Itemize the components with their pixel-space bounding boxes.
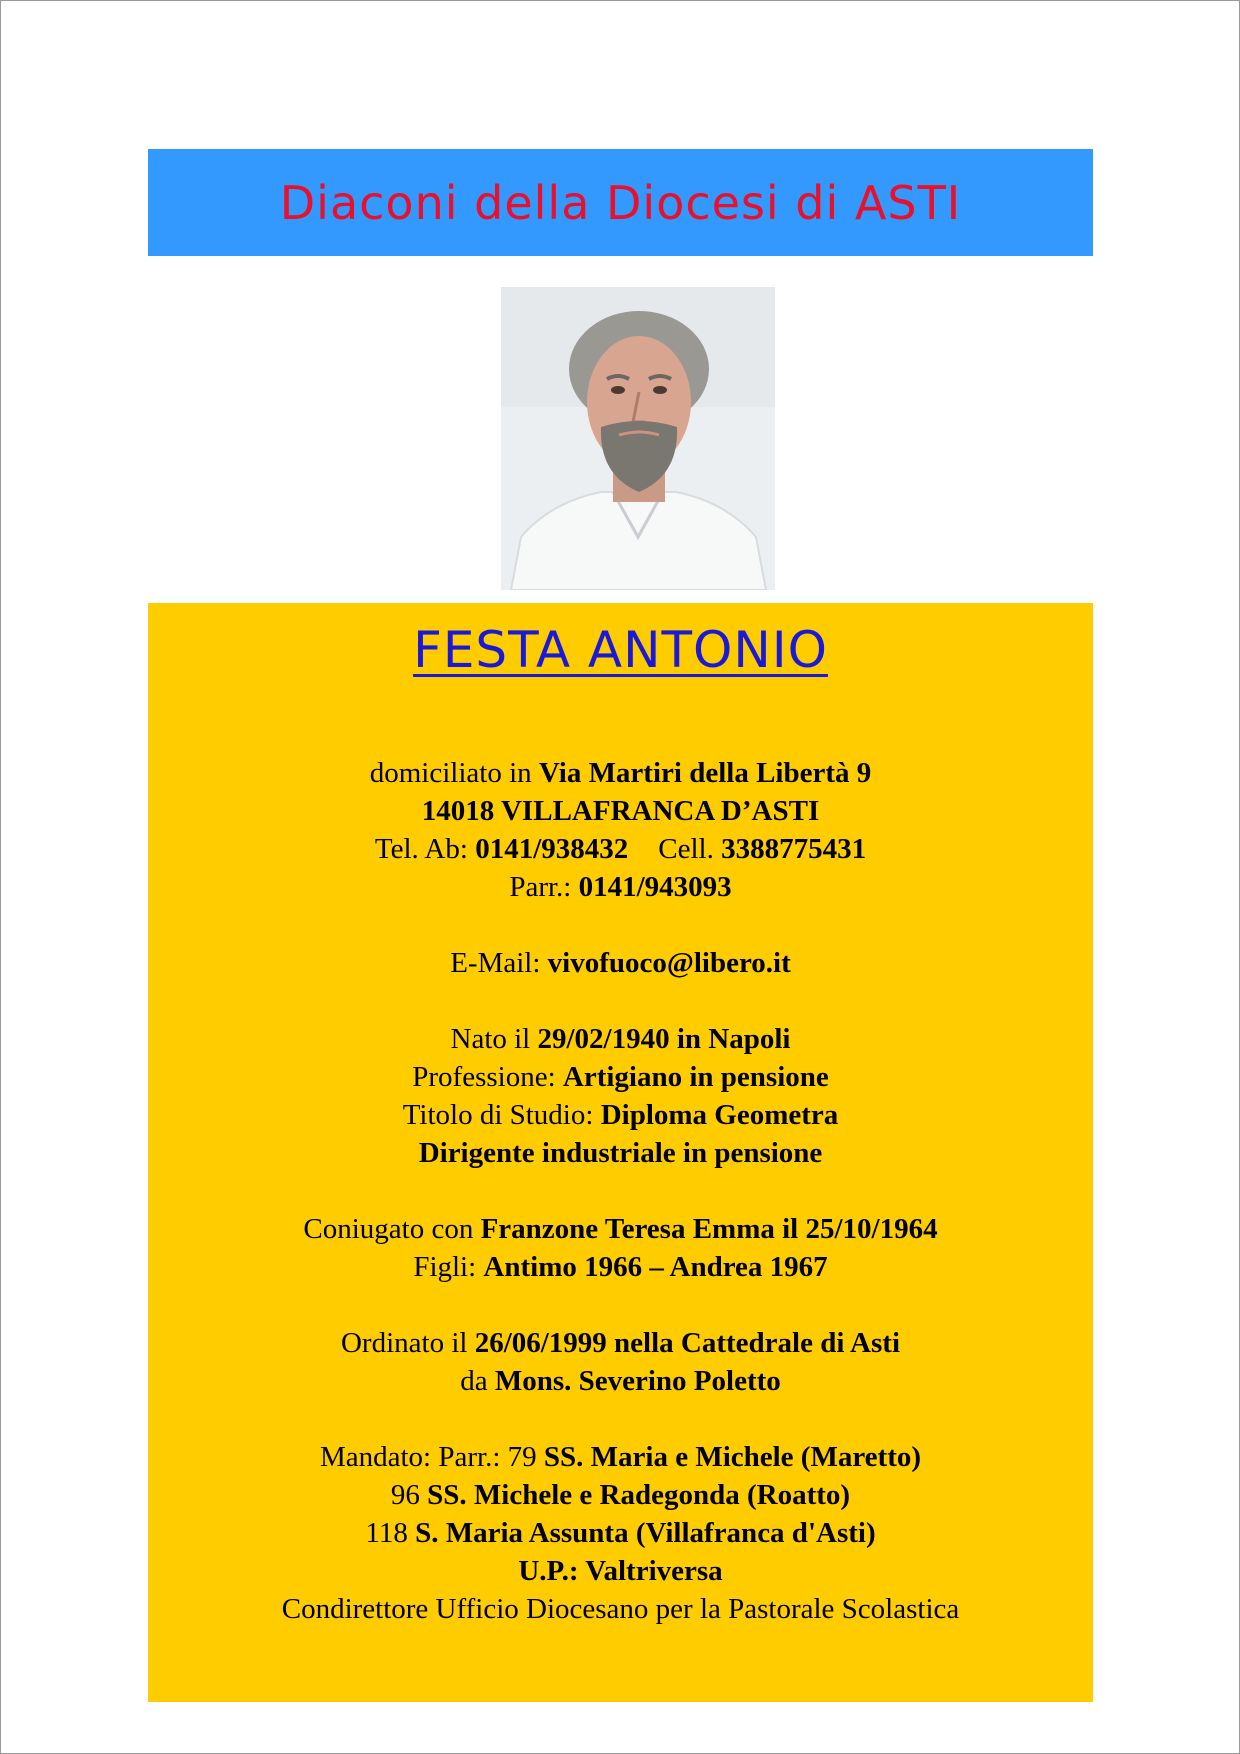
profession-value: Artigiano in pensione: [562, 1061, 829, 1093]
email-label: E-Mail:: [450, 947, 548, 979]
address-line: [148, 755, 1093, 791]
study-label: Titolo di Studio:: [402, 1099, 601, 1131]
page-title: Diaconi della Diocesi di ASTI: [279, 175, 962, 230]
profession-line: [148, 1059, 1093, 1095]
address-street: Via Martiri della Libertà 9: [538, 757, 872, 789]
phone-line: [148, 831, 1093, 867]
birth-label: Nato il: [450, 1023, 538, 1055]
mandate-label: Mandato: Parr.: 79: [319, 1441, 544, 1473]
cell-phone: 3388775431: [721, 833, 867, 865]
address-city: 14018 VILLAFRANCA D’ASTI: [421, 795, 820, 827]
address-label: domiciliato in: [369, 757, 539, 789]
mandate-parish-2-number: 96: [390, 1479, 428, 1511]
birth-line: [148, 1021, 1093, 1057]
home-phone-label: Tel. Ab:: [374, 833, 476, 865]
ordination-line: [148, 1325, 1093, 1361]
profession-label: Professione:: [412, 1061, 563, 1093]
diocesan-role: Condirettore Ufficio Diocesano per la Pastorale Scolastica: [281, 1593, 960, 1625]
study-extra: Dirigente industriale in pensione: [418, 1137, 823, 1169]
parish-phone-label: Parr.:: [509, 871, 579, 903]
children-label: Figli:: [413, 1251, 484, 1283]
pastoral-unit: U.P.: Valtriversa: [518, 1555, 723, 1587]
mandate-parish-3-number: 118: [365, 1517, 416, 1549]
parish-phone: 0141/943093: [578, 871, 732, 903]
ordination-by-label: da: [460, 1365, 495, 1397]
birth-value: 29/02/1940 in Napoli: [537, 1023, 791, 1055]
mandate-line-3: [148, 1515, 1093, 1551]
person-name: FESTA ANTONIO: [413, 621, 828, 679]
home-phone: 0141/938432: [475, 833, 629, 865]
mandate-line-2: [148, 1477, 1093, 1513]
cell-phone-label: Cell.: [658, 833, 722, 865]
email-line: [148, 945, 1093, 981]
children-value: Antimo 1966 – Andrea 1967: [483, 1251, 828, 1283]
parish-phone-line: [148, 869, 1093, 905]
ordination-label: Ordinato il: [340, 1327, 475, 1359]
study-value: Diploma Geometra: [600, 1099, 839, 1131]
mandate-parish-2: SS. Michele e Radegonda (Roatto): [427, 1479, 851, 1511]
marriage-value: Franzone Teresa Emma il 25/10/1964: [480, 1213, 938, 1245]
study-line: [148, 1097, 1093, 1133]
header-banner: [148, 149, 1093, 256]
portrait-photo: [501, 287, 775, 590]
ordination-by-line: [148, 1363, 1093, 1399]
ordination-value: 26/06/1999 nella Cattedrale di Asti: [474, 1327, 901, 1359]
marriage-label: Coniugato con: [303, 1213, 481, 1245]
email-value[interactable]: vivofuoco@libero.it: [547, 947, 791, 979]
mandate-parish-3: S. Maria Assunta (Villafranca d'Asti): [415, 1517, 876, 1549]
children-line: [148, 1249, 1093, 1285]
mandate-line-1: [148, 1439, 1093, 1475]
info-panel: [148, 603, 1093, 1702]
ordination-by: Mons. Severino Poletto: [494, 1365, 781, 1397]
marriage-line: [148, 1211, 1093, 1247]
mandate-parish-1: SS. Maria e Michele (Maretto): [543, 1441, 922, 1473]
